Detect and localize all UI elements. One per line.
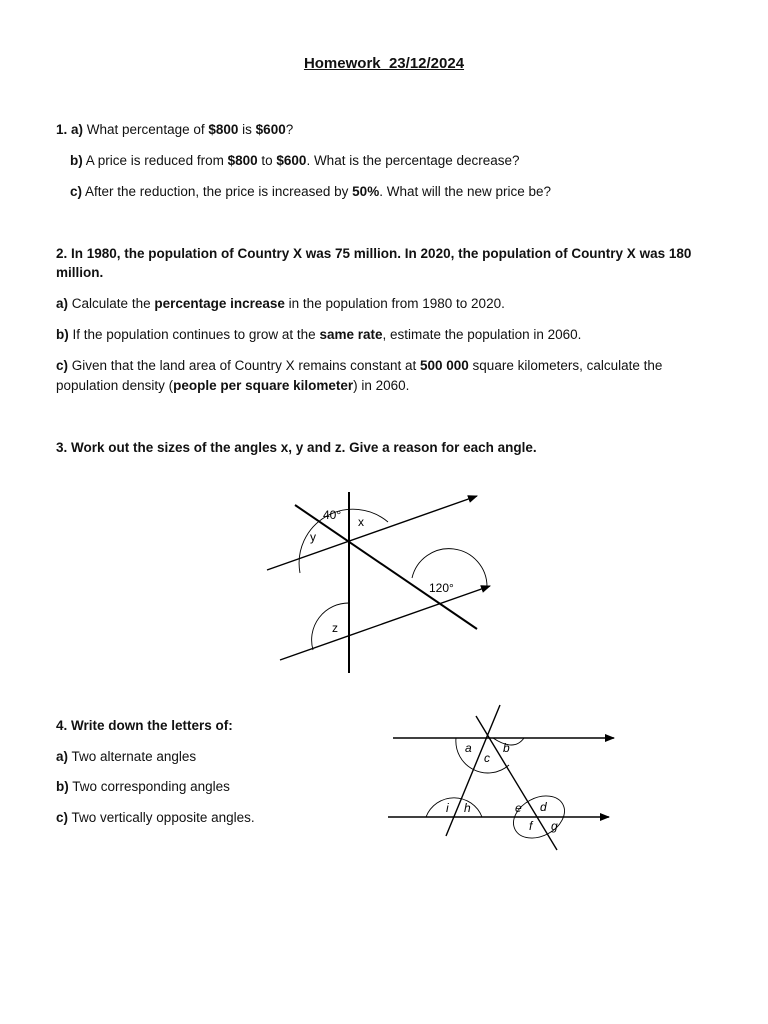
q4-part-a [56,749,196,764]
q4-letter-i: i [446,801,449,815]
q4-b-text: Two corresponding angles [72,779,230,794]
q2-c-line2-text2: ) in 2060. [353,378,410,393]
q2-b-label: b) [56,327,69,342]
q4-letter-e: e [515,801,522,815]
q2-a-label: a) [56,296,69,311]
q1-b-text2: to [257,153,277,168]
q1-a-text: What percentage of [86,122,209,137]
q2-a-bold1: percentage increase [154,296,285,311]
q1-a-bold1: $800 [208,122,239,137]
q4-a-text: Two alternate angles [71,749,197,764]
q4-a-label: a) [56,749,69,764]
q2-a-text2: in the population from 1980 to 2020. [284,296,505,311]
q3-label-z: z [332,621,338,635]
q2-intro-line2: million. [56,265,104,280]
q2-c-text2: square kilometers, calculate the [468,358,663,373]
q4-c-label: c) [56,810,69,825]
q3-lower-parallel-line [280,586,490,660]
q1-b-text3: . What is the percentage decrease? [306,153,520,168]
q2-b-text2: , estimate the population in 2060. [382,327,582,342]
q3-diagonal-transversal [295,505,477,629]
q4-letter-c: c [484,751,490,765]
q1-c-text2: . What will the new price be? [379,184,552,199]
q4-letter-h: h [464,801,471,815]
q2-b-bold1: same rate [319,327,383,342]
q3-label-x: x [358,515,364,529]
q1-c-label: c) [70,184,83,199]
q4-letter-f: f [529,819,533,833]
q4-transversal-2 [476,716,557,850]
q2-c-bold1: 500 000 [419,358,469,373]
q1-a-text3: ? [285,122,294,137]
q4-angle-arc-i-h [426,798,482,817]
q1-b-bold2: $600 [276,153,307,168]
q4-b-label: b) [56,779,69,794]
q4-part-c [56,810,255,825]
q3-text: 3. Work out the sizes of the angles x, y and z. Give a reason for each angle. [56,440,537,455]
q1-c-text: After the reduction, the price is increased by [85,184,353,199]
q1-a-text2: is [238,122,256,137]
q4-letter-a: a [465,741,472,755]
q4-heading: 4. Write down the letters of: [56,718,233,733]
q1-c-bold1: 50% [352,184,380,199]
q2-c-line2-bold: people per square kilometer [173,378,354,393]
q1-a-bold2: $600 [255,122,286,137]
q1-b-label: b) [70,153,83,168]
q2-a-text: Calculate the [71,296,155,311]
q2-intro-line1: 2. In 1980, the population of Country X was 75 million. In 2020, the population of Country X was 180 [56,246,692,261]
q1-b-text: A price is reduced from [85,153,228,168]
q4-c-text: Two vertically opposite angles. [71,810,255,825]
q3-label-40: 40° [323,508,342,522]
page-title: Homework_23/12/2024 [303,55,465,72]
q4-part-b [56,779,230,794]
q2-b-text: If the population continues to grow at the [72,327,320,342]
q1-a-label: 1. a) [56,122,84,137]
q1-b-bold1: $800 [227,153,258,168]
q2-c-label: c) [56,358,69,373]
q3-label-y: y [310,530,316,544]
q2-c-line2-text: population density ( [56,378,174,393]
q4-letter-b: b [503,741,510,755]
q2-c-text: Given that the land area of Country X remains constant at [71,358,420,373]
q4-letter-g: g [551,819,558,833]
q3-label-120: 120° [429,581,454,595]
q4-letter-d: d [540,800,547,814]
q4-angle-arc-a-c [456,738,509,773]
